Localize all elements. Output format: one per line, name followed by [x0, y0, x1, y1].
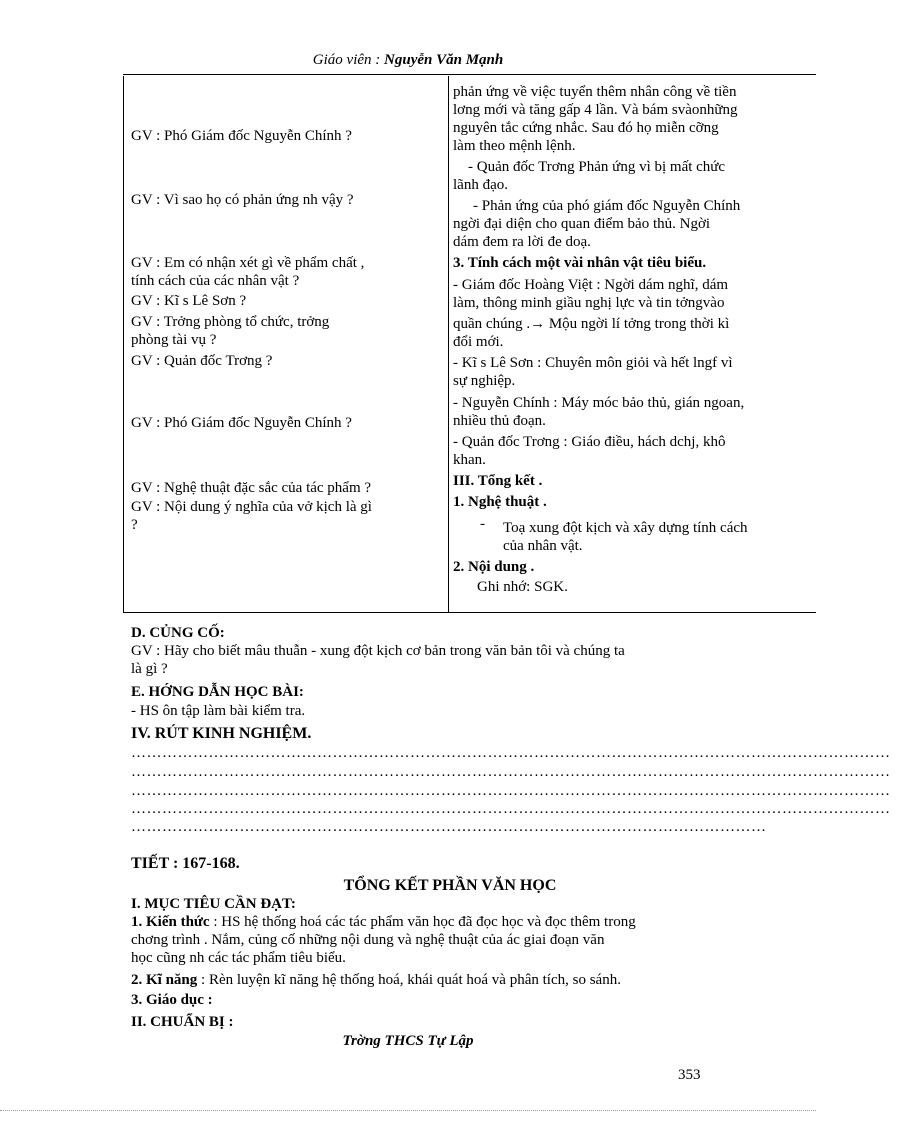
objective-label: 2. Kĩ năng: [131, 972, 198, 988]
left-question: GV : Nội dung ý nghĩa của vở kịch là gì: [131, 499, 372, 515]
left-question: GV : Nghệ thuật đặc sắc của tác phẩm ?: [131, 480, 372, 496]
section-heading: 1. Nghệ thuật .: [453, 494, 547, 510]
dotted-line: …………………………………………………………………………………………………………………………………: [131, 764, 891, 780]
right-text: Toạ xung đột kịch và xây dựng tính cách: [503, 520, 748, 536]
dotted-line: …………………………………………………………………………………………………………………………………: [131, 745, 891, 761]
section-d-title: D. CỦNG CỐ:: [131, 625, 225, 641]
bullet-dash: -: [480, 516, 485, 532]
objective-education: 3. Giáo dục :: [131, 992, 213, 1008]
header-prefix: Giáo viên :: [312, 52, 385, 68]
section-e-text: - HS ôn tập làm bài kiểm tra.: [131, 703, 306, 719]
right-text: Ghi nhớ: SGK.: [477, 579, 568, 595]
school-name: Trờng THCS Tự Lập: [342, 1033, 474, 1049]
left-question: GV : Trởng phòng tổ chức, trởng: [131, 314, 330, 330]
dotted-line: …………………………………………………………………………………………………………………………………: [131, 801, 891, 817]
right-text: - Nguyễn Chính : Máy móc bảo thủ, gián ngoan,: [453, 395, 745, 411]
page-bottom-border: [0, 1110, 816, 1111]
objective-text: chơng trình . Nắm, củng cố những nội dung và nghệ thuật của ác giai đoạn văn: [131, 932, 605, 948]
left-question: GV : Em có nhận xét gì về phẩm chất ,: [131, 255, 365, 271]
right-text: ngời đại diện cho quan điểm bảo thủ. Ngời: [453, 216, 711, 232]
section-d-text: là gì ?: [131, 661, 168, 677]
section-d-text: GV : Hãy cho biết mâu thuẫn - xung đột kịch cơ bản trong văn bản tôi và chúng ta: [131, 643, 625, 659]
right-text: sự nghiệp.: [453, 373, 516, 389]
objectives-title: I. MỤC TIÊU CẦN ĐẠT:: [131, 896, 296, 912]
right-text: đổi mới.: [453, 334, 504, 350]
objective-skills: [131, 972, 771, 989]
objective-text: : HS hệ thống hoá các tác phẩm văn học đã đọc học và đọc thêm trong: [209, 914, 636, 930]
right-text: nhiều thủ đoạn.: [453, 413, 546, 429]
right-text: quần chúng .→ Mộu ngời lí tởng trong thời kì: [453, 316, 730, 332]
right-text: khan.: [453, 452, 486, 468]
page-number: 353: [678, 1067, 701, 1083]
right-text: - Quản đốc Trơng Phản ứng vì bị mất chức: [468, 159, 726, 175]
objective-text: : Rèn luyện kĩ năng hệ thống hoá, khái quát hoá và phân tích, so sánh.: [197, 972, 621, 988]
preparation-title: II. CHUẨN BỊ :: [131, 1014, 234, 1030]
lesson-number: TIẾT : 167-168.: [131, 855, 240, 872]
right-text: lơng mới và tăng gấp 4 lần. Và bám svàonhững: [453, 102, 738, 118]
right-text: - Quản đốc Trơng : Giáo điều, hách dchj, khô: [453, 434, 726, 450]
dotted-line: ……………………………………………………………………………………………………………: [131, 819, 767, 835]
left-question: GV : Quản đốc Trơng ?: [131, 353, 273, 369]
section-heading: III. Tổng kết .: [453, 473, 543, 489]
left-question: tính cách của các nhân vật ?: [131, 273, 300, 289]
right-text: lãnh đạo.: [453, 177, 508, 193]
right-text: nguyên tắc cứng nhắc. Sau đó họ miễn cỡng: [453, 120, 719, 136]
table-divider: [448, 76, 449, 613]
left-question: GV : Kĩ s Lê Sơn ?: [131, 293, 247, 309]
objective-text: học cũng nh các tác phẩm tiêu biểu.: [131, 950, 346, 966]
section-e-title: E. HỚNG DẪN HỌC BÀI:: [131, 684, 304, 700]
objective-knowledge: [131, 914, 771, 931]
left-question: ?: [131, 517, 138, 533]
teacher-name: Nguyễn Văn Mạnh: [384, 52, 504, 68]
objective-label: 1. Kiến thức: [131, 914, 210, 930]
right-text: - Kĩ s Lê Sơn : Chuyên môn giỏi và hết lngf vì: [453, 355, 733, 371]
left-question: GV : Phó Giám đốc Nguyễn Chính ?: [131, 128, 352, 144]
section-heading: 2. Nội dung .: [453, 559, 535, 575]
section-heading: 3. Tính cách một vài nhân vật tiêu biểu.: [453, 255, 707, 271]
left-question: GV : Vì sao họ có phản ứng nh vậy ?: [131, 192, 354, 208]
right-text: của nhân vật.: [503, 538, 583, 554]
page-header: [0, 52, 816, 69]
dotted-line: …………………………………………………………………………………………………………………………………: [131, 783, 891, 799]
left-question: phòng tài vụ ?: [131, 332, 217, 348]
header-rule: [123, 74, 816, 75]
right-text: - Phản ứng của phó giám đốc Nguyễn Chính: [473, 198, 741, 214]
right-text: dám đem ra lời đe doạ.: [453, 234, 591, 250]
right-text: phản ứng về việc tuyển thêm nhân công về tiền: [453, 84, 737, 100]
lesson-title: TỔNG KẾT PHẦN VĂN HỌC: [343, 877, 557, 894]
section-iv-title: IV. RÚT KINH NGHIỆM.: [131, 725, 312, 742]
right-text: làm theo mệnh lệnh.: [453, 138, 576, 154]
right-text: làm, thông minh giầu nghị lực và tin tởngvào: [453, 295, 725, 311]
right-text: - Giám đốc Hoàng Việt : Ngời dám nghĩ, dám: [453, 277, 729, 293]
left-question: GV : Phó Giám đốc Nguyễn Chính ?: [131, 415, 352, 431]
